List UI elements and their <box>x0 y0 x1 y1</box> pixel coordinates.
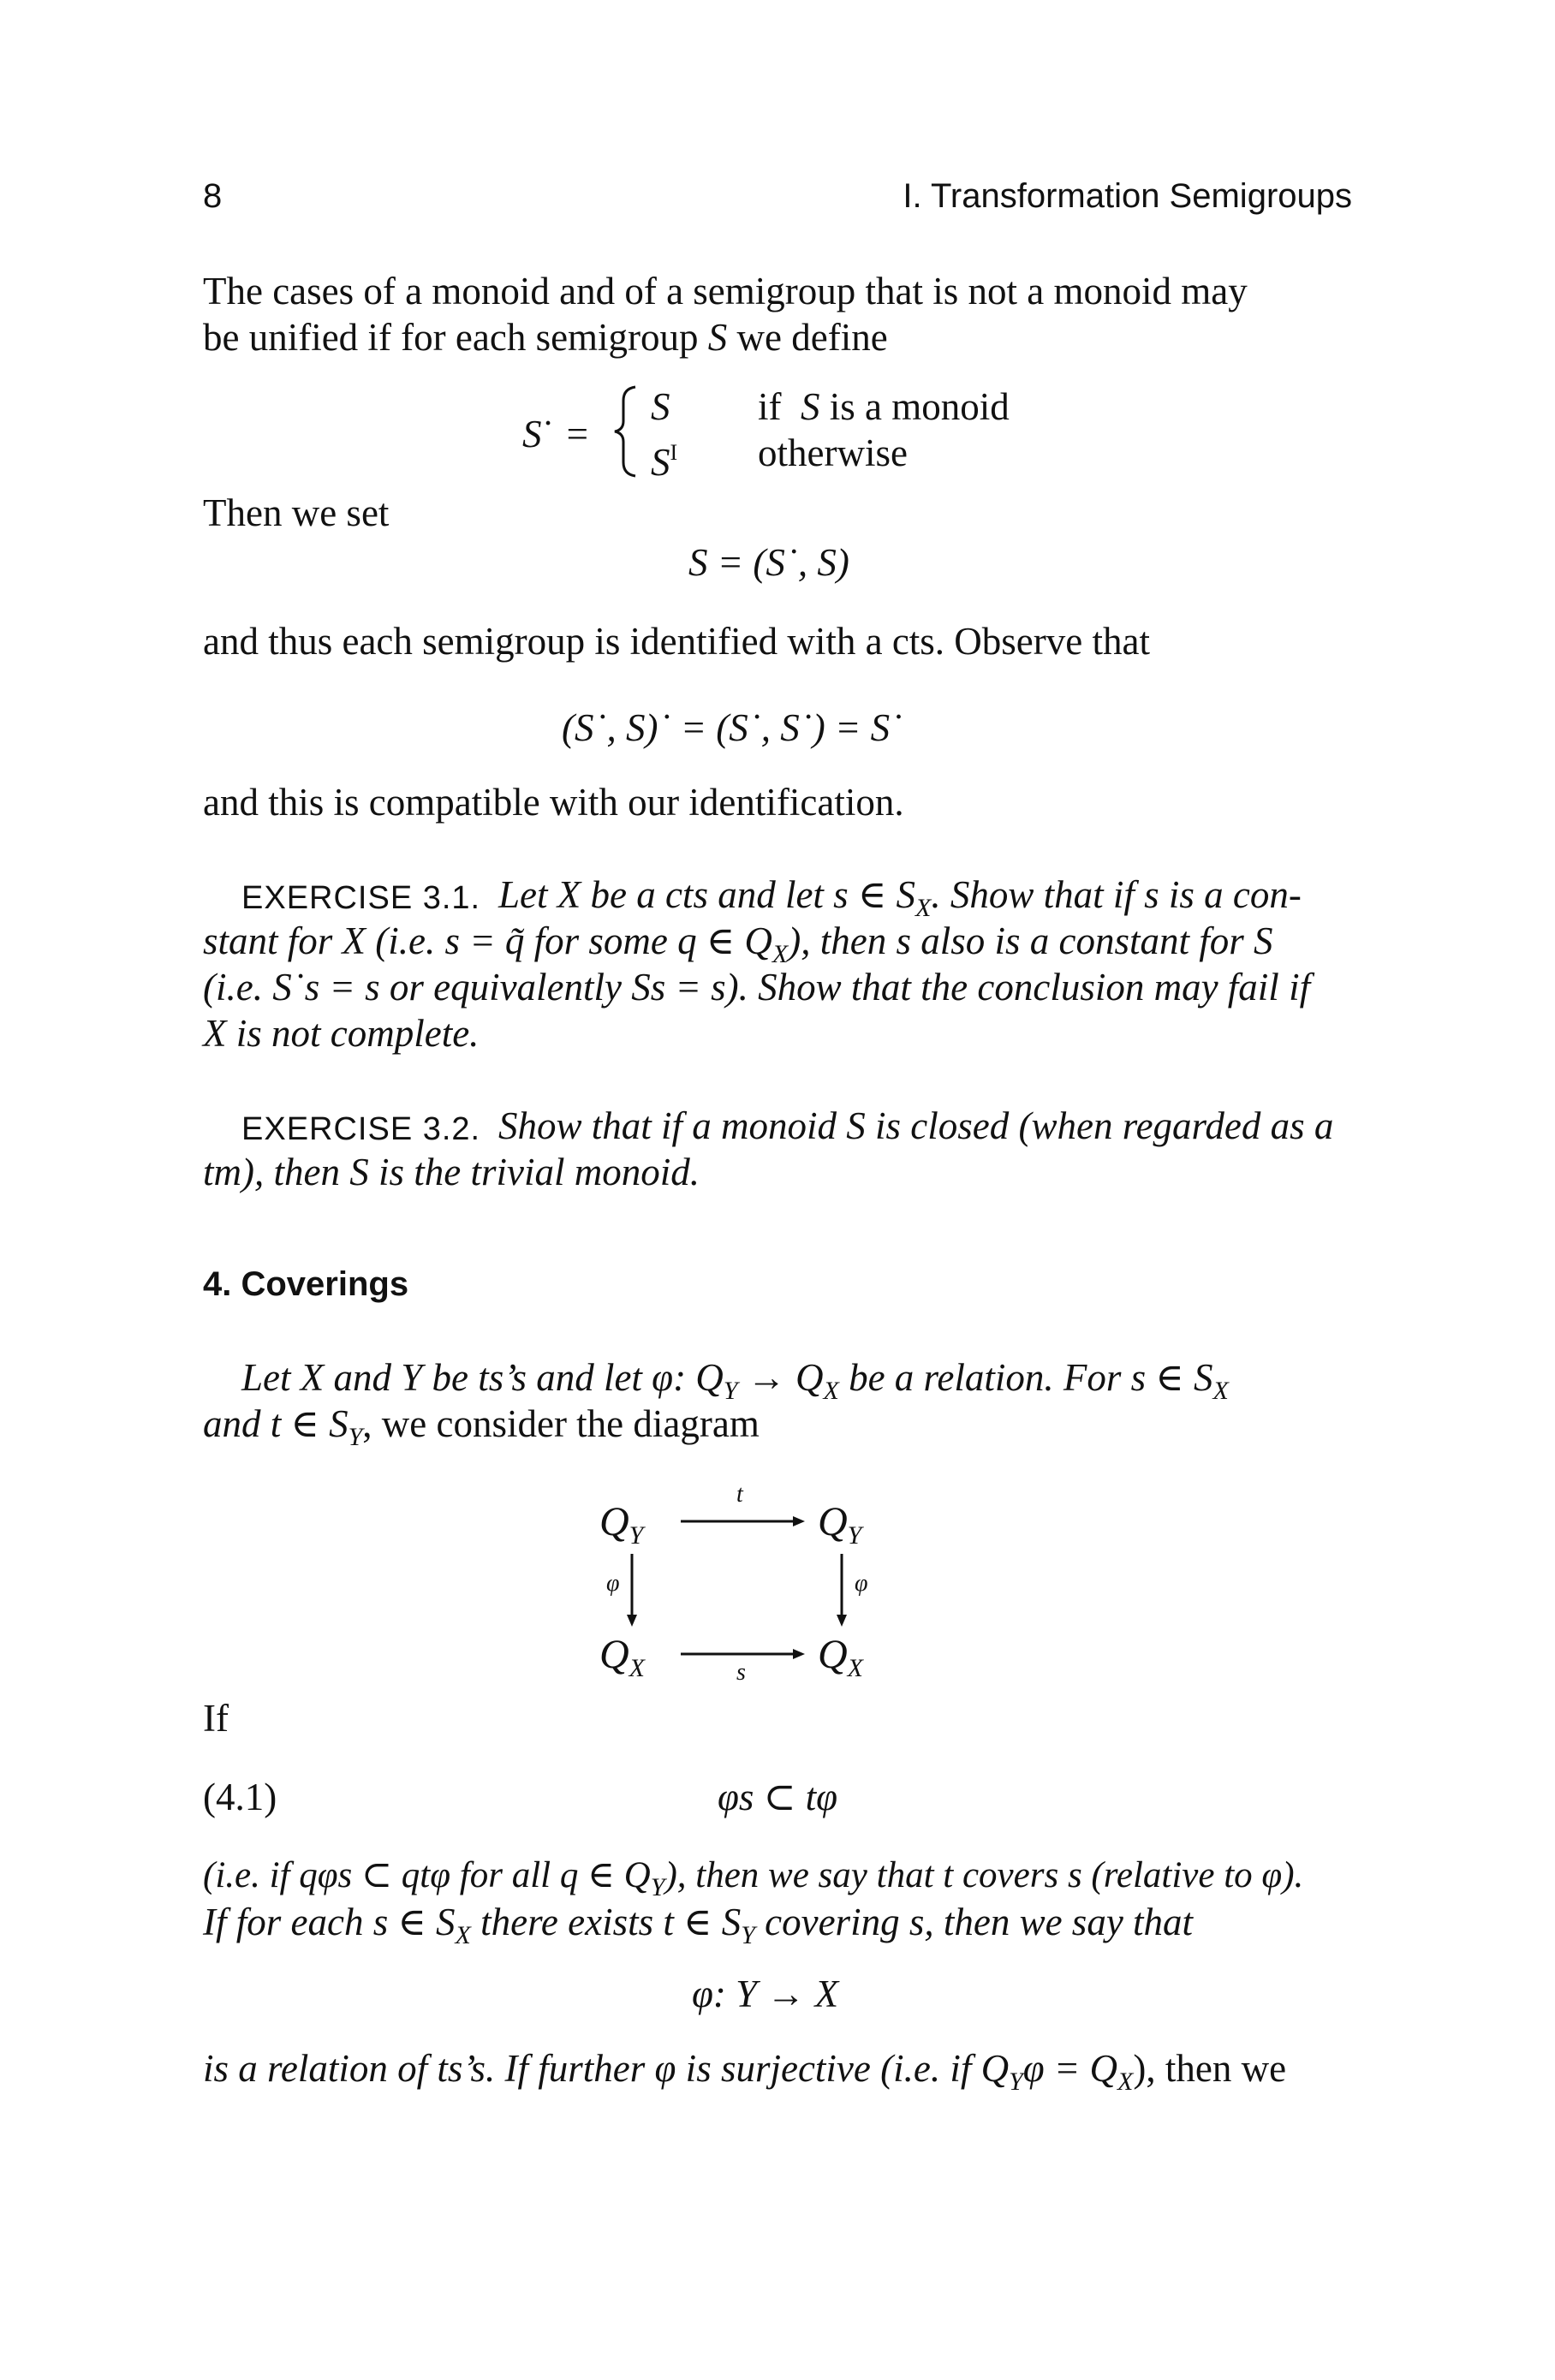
equation-4-1: φs ⊂ tφ <box>718 1776 838 1818</box>
covers-line-1: (i.e. if qφs ⊂ qtφ for all q ∈ $Q_Y$), then we say that t covers s (relative to φ). <box>203 1855 1304 1901</box>
exercise-3-2-line-1: Show that if a monoid S is closed (when regarded as a <box>498 1104 1334 1147</box>
covers-paragraph <box>203 1853 1353 1949</box>
arrow-top-label: t <box>736 1481 743 1508</box>
case2-value: $S^I$ <box>651 440 678 484</box>
commutative-diagram <box>599 1481 908 1704</box>
arrowhead-top <box>793 1516 805 1526</box>
equation-observe: (S˙, S)˙ = (S˙, S˙) = S˙ <box>562 706 903 749</box>
running-title: I. Transformation Semigroups <box>903 177 1352 215</box>
arrowhead-bottom <box>793 1649 805 1659</box>
exercise-3-1 <box>203 872 1353 1056</box>
equation-S-cts: S = (S˙, S) <box>688 541 849 584</box>
diagram-top-right: $Q_Y$ <box>818 1499 862 1550</box>
coverings-line-1: Let X and Y be ts’s and let φ: $Q_Y \to Q_X$ be a relation. For s ∈ $S_X$ <box>241 1356 1229 1405</box>
equation-4-1-label: (4.1) <box>203 1776 277 1818</box>
page-number: 8 <box>203 177 223 215</box>
equation-relation: φ: Y → X <box>692 1972 839 2015</box>
compatible-sentence: and this is compatible with our identification. <box>203 781 904 824</box>
intro-line-2a: be unified if for each semigroup <box>203 316 699 359</box>
case1-value: S <box>651 385 670 428</box>
left-brace <box>610 384 644 479</box>
case2-condition: otherwise <box>758 431 908 474</box>
coverings-line-2: and t ∈ $S_Y$, we consider the diagram <box>203 1402 760 1451</box>
arrow-right-label: φ <box>855 1570 868 1597</box>
exercise-3-1-label: EXERCISE 3.1. <box>241 880 481 916</box>
diagram-bottom-right: $Q_X$ <box>818 1632 863 1682</box>
arrowhead-right <box>837 1615 847 1627</box>
exercise-3-1-line-4: X is not complete. <box>203 1012 480 1055</box>
identify-sentence: and thus each semigroup is identified with a cts. Observe that <box>203 620 1150 663</box>
section-heading: 4. Coverings <box>203 1265 409 1303</box>
diagram-bottom-left: $Q_X$ <box>599 1632 645 1682</box>
intro-line-1: The cases of a monoid and of a semigroup that is not a monoid may <box>203 270 1248 312</box>
case1-condition: if S is a monoid <box>758 385 1010 428</box>
diagram-top-left: $Q_Y$ <box>599 1499 644 1550</box>
exercise-3-2-line-2: tm), then S is the trivial monoid. <box>203 1151 700 1193</box>
arrowhead-left <box>627 1615 637 1627</box>
case-lhs: S˙ = <box>522 413 591 455</box>
exercise-3-1-line-2: stant for X (i.e. s = q̃ for some q ∈ $Q_X$), then s also is a constant for S <box>203 919 1273 968</box>
if-word: If <box>203 1697 229 1740</box>
arrow-left-label: φ <box>606 1570 620 1597</box>
math-S: S <box>707 316 728 359</box>
relation-line: is a relation of ts’s. If further φ is surjective (i.e. if $Q_Y\varphi = Q_X$), then we <box>203 2047 1287 2096</box>
coverings-paragraph <box>203 1354 1353 1451</box>
exercise-3-2 <box>203 1103 1353 1195</box>
arrow-bottom-label: s <box>736 1659 746 1686</box>
intro-paragraph <box>203 268 1353 360</box>
covers-line-2: If for each s ∈ $S_X$ there exists t ∈ $S_Y$ covering s, then we say that <box>203 1901 1194 1949</box>
exercise-3-1-line-1: Let X be a cts and let s ∈ $S_X$. Show that if s is a con- <box>498 873 1302 922</box>
intro-line-2b: we define <box>736 316 888 359</box>
case-definition <box>514 384 1113 486</box>
exercise-3-2-label: EXERCISE 3.2. <box>241 1111 481 1147</box>
then-we-set: Then we set <box>203 491 390 534</box>
exercise-3-1-line-3: (i.e. S˙s = s or equivalently Ss = s). Show that the conclusion may fail if <box>203 966 1311 1009</box>
